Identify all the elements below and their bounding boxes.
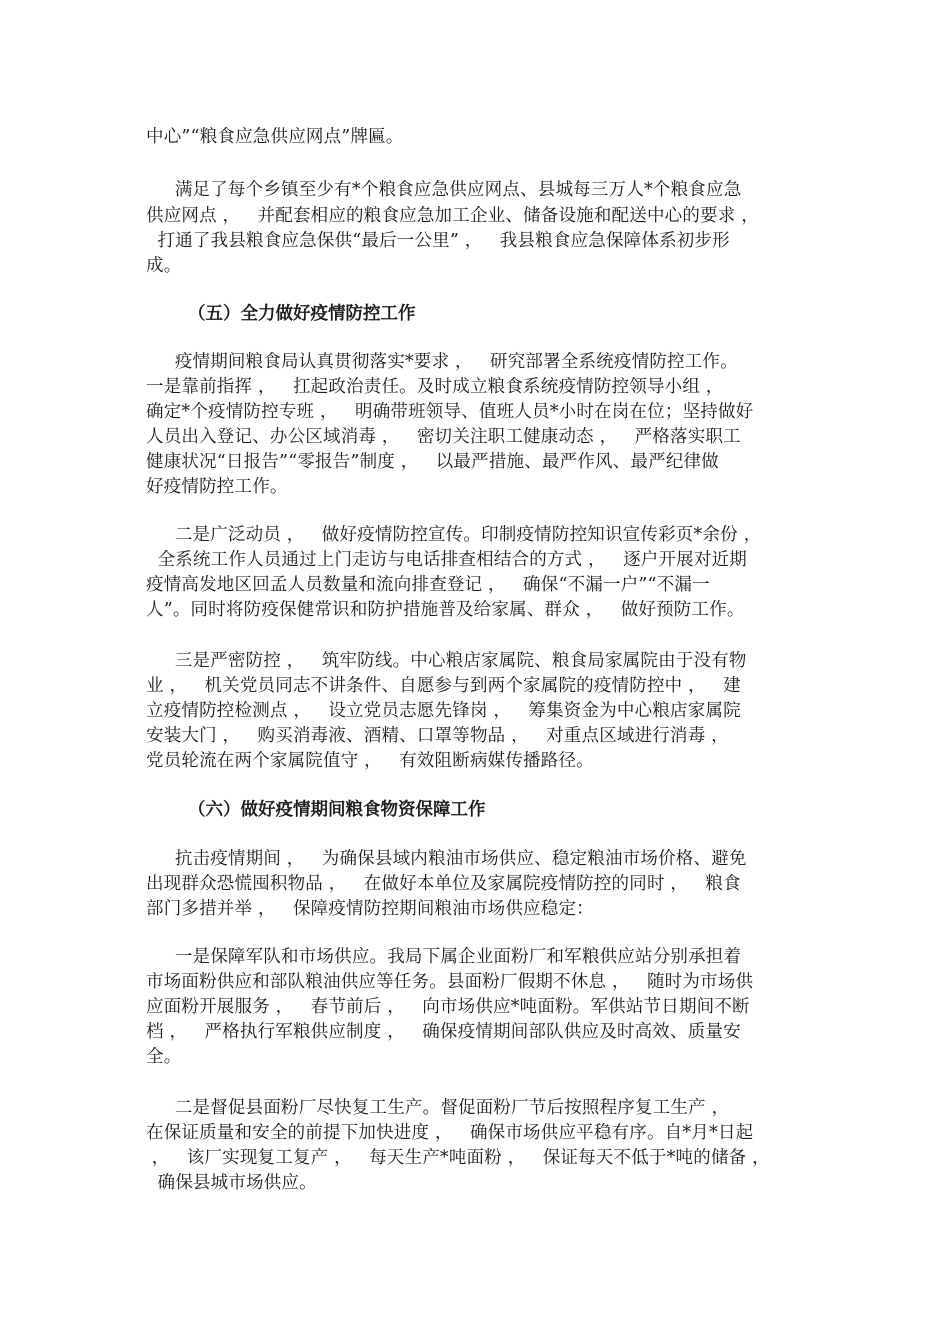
section-heading: （五）全力做好疫情防控工作: [188, 304, 416, 324]
text-line: 一是靠前指挥 ， 扛起政治责任。及时成立粮食系统疫情防控领导小组 ，: [146, 377, 724, 397]
text-line: 二是广泛动员 ， 做好疫情防控宣传。印制疫情防控知识宣传彩页*余份 ，: [146, 525, 762, 545]
text-line: 供应网点 ， 并配套相应的粮食应急加工企业、储备设施和配送中心的要求 ，: [146, 206, 759, 226]
text-line: 中心”“粮食应急供应网点”牌匾。: [146, 127, 404, 147]
text-line: 确定*个疫情防控专班 ， 明确带班领导、值班人员*小时在岗在位；坚持做好: [146, 402, 754, 422]
text-line: 人员出入登记、办公区域消毒 ， 密切关注职工健康动态 ， 严格落实职工: [146, 427, 741, 447]
text-line: ， 该厂实现复工复产 ， 每天生产*吨面粉 ， 保证每天不低于*吨的储备 ，: [146, 1148, 770, 1168]
text-line: 一是保障军队和市场供应。我局下属企业面粉厂和军粮供应站分别承担着: [146, 947, 742, 967]
text-line: 满足了每个乡镇至少有*个粮食应急供应网点、县城每三万人*个粮食应急: [146, 180, 742, 200]
text-line: 档 ， 严格执行军粮供应制度 ， 确保疫情期间部队供应及时高效、质量安: [146, 1022, 741, 1042]
text-line: 业 ， 机关党员同志不讲条件、自愿参与到两个家属院的疫情防控中 ， 建: [146, 676, 741, 696]
text-line: 三是严密防控 ， 筑牢防线。中心粮店家属院、粮食局家属院由于没有物: [146, 651, 747, 671]
text-line: 抗击疫情期间 ， 为确保县域内粮油市场供应、稳定粮油市场价格、避免: [146, 849, 747, 869]
text-line: 好疫情防控工作。: [146, 477, 288, 497]
text-line: 成。: [146, 256, 182, 276]
text-line: 疫情期间粮食局认真贯彻落实*要求 ， 研究部署全系统疫情防控工作。: [146, 352, 738, 372]
text-line: 疫情高发地区回孟人员数量和流向排查登记 ， 确保“不漏一户”“不漏一: [146, 575, 710, 595]
text-line: 在保证质量和安全的前提下加快进度 ， 确保市场供应平稳有序。自*月*日起: [146, 1123, 754, 1143]
section-heading: （六）做好疫情期间粮食物资保障工作: [188, 800, 486, 820]
text-line: 健康状况“日报告”“零报告”制度 ， 以最严措施、最严作风、最严纪律做: [146, 452, 719, 472]
text-line: 市场面粉供应和部队粮油供应等任务。县面粉厂假期不休息 ， 随时为市场供: [146, 972, 754, 992]
text-line: 立疫情防控检测点 ， 设立党员志愿先锋岗 ， 筹集资金为中心粮店家属院: [146, 701, 741, 721]
text-line: 人”。同时将防疫保健常识和防护措施普及给家属、群众 ， 做好预防工作。: [146, 600, 745, 620]
text-line: 部门多措并举 ， 保障疫情防控期间粮油市场供应稳定：: [146, 899, 594, 919]
text-line: 党员轮流在两个家属院值守 ， 有效阻断病媒传播路径。: [146, 751, 594, 771]
text-line: 确保县城市场供应。: [146, 1173, 317, 1193]
text-line: 全。: [146, 1047, 182, 1067]
text-line: 应面粉开展服务 ， 春节前后 ， 向市场供应*吨面粉。军供站节日期间不断: [146, 997, 750, 1017]
text-line: 出现群众恐慌囤积物品 ， 在做好本单位及家属院疫情防控的同时 ， 粮食: [146, 874, 741, 894]
text-line: 安装大门 ， 购买消毒液、酒精、口罩等物品 ， 对重点区域进行消毒 ，: [146, 726, 729, 746]
text-line: 打通了我县粮食应急保供“最后一公里” ， 我县粮食应急保障体系初步形: [146, 231, 730, 251]
text-line: 全系统工作人员通过上门走访与电话排查相结合的方式 ， 逐户开展对近期: [146, 550, 747, 570]
text-line: 二是督促县面粉厂尽快复工生产。督促面粉厂节后按照程序复工生产 ，: [146, 1098, 730, 1118]
